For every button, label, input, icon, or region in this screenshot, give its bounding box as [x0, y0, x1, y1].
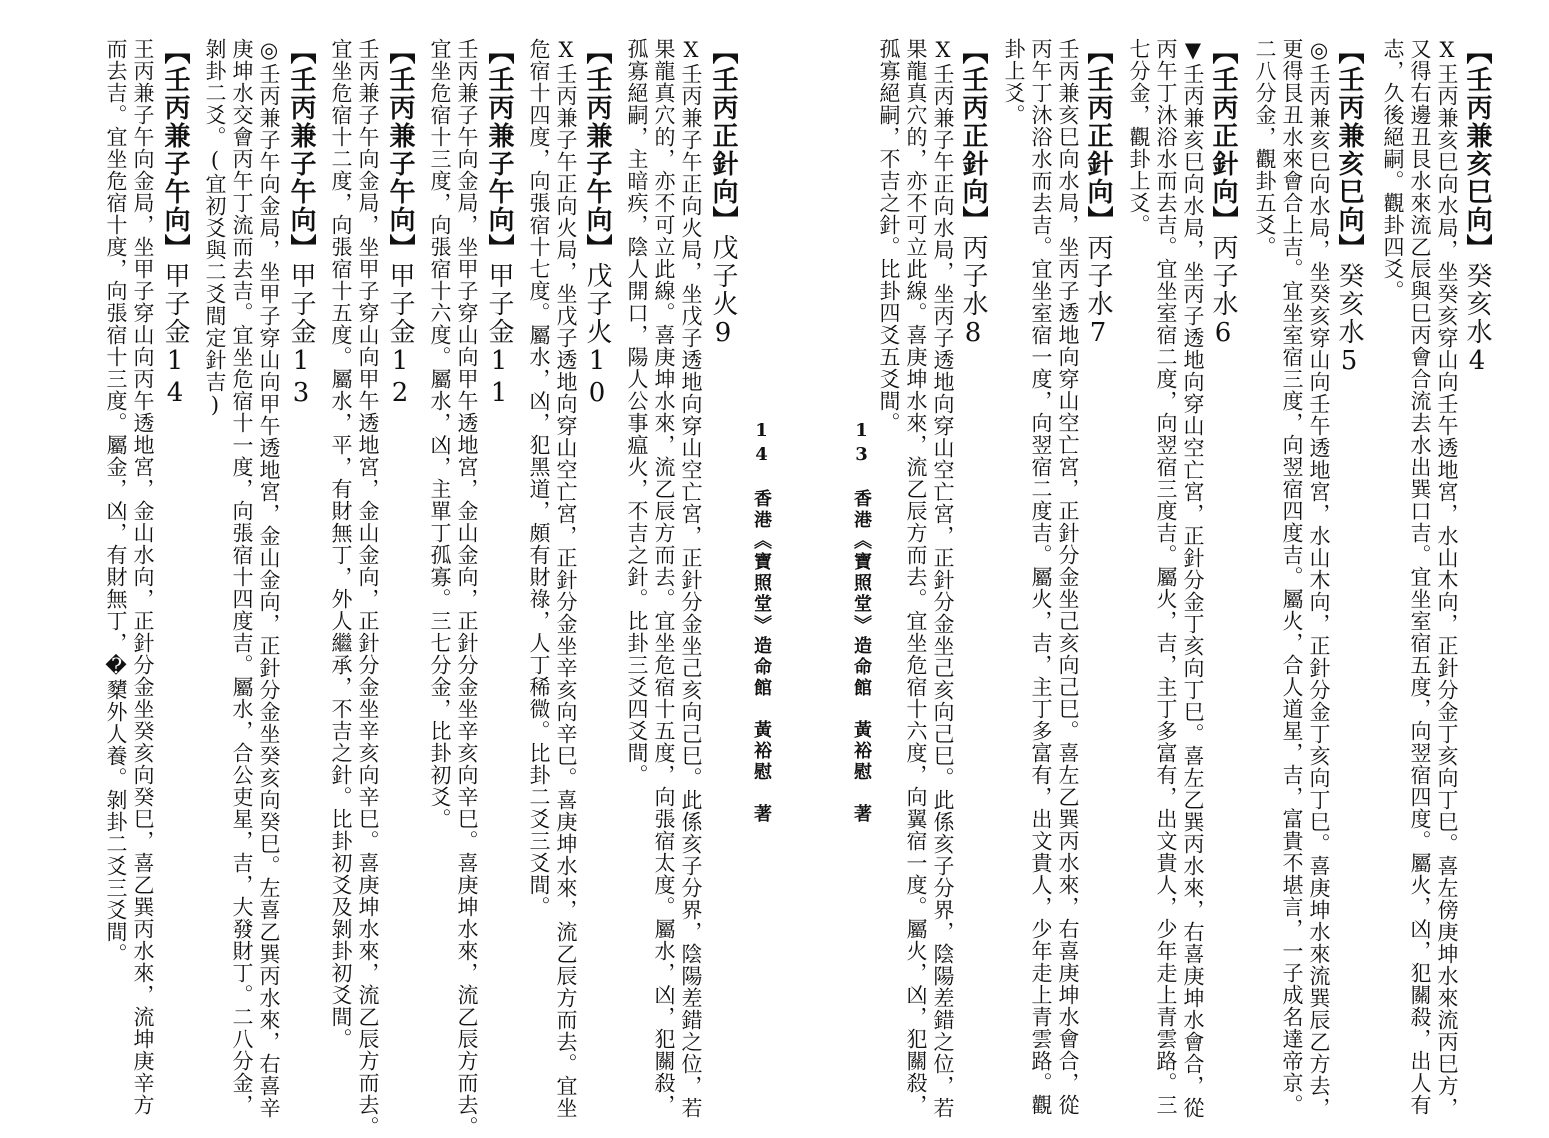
- text-line: 宜坐危宿十三度，向張宿十六度。屬水，凶，主單丁孤寡。三七分金，比卦初爻。: [428, 38, 452, 830]
- text-line: 而去吉。宜坐危宿十度，向張宿十三度。屬金，凶，有財無丁，�櫫外人養。剝卦二爻三爻間。: [104, 38, 128, 965]
- text-line: 更得艮丑水來會合上吉。宜坐室宿三度，向翌宿四度吉。屬火，合人道星，吉，富貴不堪言，一子成名達帝京。: [1280, 38, 1304, 1116]
- text-line: 果龍真穴的，亦不可立此線。喜庚坤水來，流乙辰方而去。宜坐危宿十六度，向翼宿一度。屬火，凶，犯關殺，: [904, 38, 928, 1116]
- page-footer: [748, 420, 774, 825]
- section-heading: 【壬丙兼子午向】甲子金13: [286, 38, 316, 410]
- text-line: 七分金，觀卦上爻。: [1127, 38, 1151, 236]
- text-line: 丙午丁沐浴水而去吉。宜坐室宿一度，向翌宿二度吉。屬火，吉，主丁多富有，出文貴人，少年走上青雲路。觀: [1029, 38, 1053, 1116]
- section-heading: 【壬丙兼子午向】甲子金12: [385, 38, 415, 410]
- text-line: 丙午丁沐浴水而去吉。宜坐室宿二度，向翌宿三度吉。屬火，吉，主丁多富有，出文貴人，少年走上青雲路。三: [1154, 38, 1178, 1116]
- text-line: ◎壬丙兼亥巳向水局，坐癸亥穿山向壬午透地宮，水山木向，正針分金丁亥向丁巳。喜庚坤水來流巽辰乙方去，: [1307, 38, 1331, 1119]
- section-heading: 【壬丙正針向】丙子水6: [1208, 38, 1238, 350]
- text-line: 剝卦二爻。(宜初爻與二爻間定針吉): [203, 38, 227, 418]
- footer-credit: 香港《寶照堂》造命館 黃裕慰 著: [851, 489, 872, 825]
- text-line: 宜坐危宿十二度，向張宿十五度。屬水，平，有財無丁，外人繼承，不吉之針。比卦初爻及剝卦初爻間。: [329, 38, 353, 1050]
- section-heading: 【壬丙正針向】丙子水7: [1083, 38, 1113, 350]
- text-line: 壬丙兼子午向金局，坐甲子穿山向甲午透地宮，金山金向，正針分金坐辛亥向辛巳。喜庚坤水來，流乙辰方而去。: [356, 38, 380, 1138]
- section-heading: 【壬丙正針向】戊子火9: [708, 38, 738, 350]
- text-line: X壬丙兼子午正向火局，坐戊子透地向穿山空亡宮，正針分金坐己亥向己巳。此係亥子分界，陰陽差錯之位，若: [679, 38, 703, 1119]
- text-line: 孤寡絕嗣，主暗疾，陰人開口，陽人公事瘟火，不吉之針。比卦三爻四爻間。: [625, 38, 649, 786]
- text-line: 庚坤水交會丙午丁流而去吉。宜坐危宿十一度，向張宿十四度吉。屬水，合公吏星，吉，大發財丁。二八分金，: [230, 38, 254, 1116]
- text-line: 又得右邊丑艮水來流乙辰與巳丙會合流去水出巽口吉。宜坐室宿五度，向翌宿四度。屬火，凶，犯關殺，出人有: [1408, 38, 1432, 1116]
- section-heading: 【壬丙兼亥巳向】癸亥水4: [1462, 38, 1492, 378]
- text-line: ▼壬丙兼亥巳向水局，坐丙子透地向穿山空亡宮，正針分金丁亥向丁巳。喜左乙巽丙水來，右喜庚坤水會合，從: [1181, 38, 1205, 1119]
- text-line: 志，久後絕嗣。觀卦四爻。: [1381, 38, 1405, 302]
- text-line: 孤寡絕嗣，不吉之針。比卦四爻五爻間。: [877, 38, 901, 434]
- text-line: 壬丙兼亥巳向水局，坐丙子透地向穿山空亡宮，正針分金坐己亥向己巳。喜左乙巽丙水來，右喜庚坤水會合，從: [1056, 38, 1080, 1116]
- text-line: X王丙兼亥巳向水局，坐癸亥穿山向壬午透地宮，水山木向，正針分金丁亥向丁巳。喜左傍庚坤水來流丙巳方，: [1435, 38, 1459, 1119]
- text-line: 壬丙兼子午向金局，坐甲子穿山向甲午透地宮，金山金向，正針分金坐辛亥向辛巳。喜庚坤水來，流乙辰方而去。: [455, 38, 479, 1138]
- text-line: X壬丙兼子午正向水局，坐丙子透地向穿山空亡宮，正針分金坐己亥向己巳。此係亥子分界，陰陽差錯之位，若: [931, 38, 955, 1119]
- text-line: 王丙兼子午向金局，坐甲子穿山向丙午透地宮，金山水向，正針分金坐癸亥向癸巳，喜乙巽丙水來，流坤庚辛方: [131, 38, 155, 1116]
- section-heading: 【壬丙兼亥巳向】癸亥水5: [1334, 38, 1364, 378]
- page-footer: [848, 420, 874, 825]
- section-heading: 【壬丙兼子午向】戊子火10: [582, 38, 612, 410]
- footer-credit: 香港《寶照堂》造命館 黃裕慰 著: [751, 489, 772, 825]
- text-line: ◎壬丙兼子午向金局，坐甲子穿山向甲午透地宮，金山金向，正針分金坐癸亥向癸巳。左喜乙巽丙水來，右喜辛: [257, 38, 281, 1119]
- text-line: 危宿十四度，向張宿十七度。屬水，凶，犯黑道，頗有財祿，人丁稀微。比卦二爻三爻間。: [527, 38, 551, 918]
- text-line: 二八分金，觀卦五爻。: [1253, 38, 1277, 258]
- text-line: 果龍真穴的，亦不可立此線。喜庚坤水來，流乙辰方而去。宜坐危宿十五度，向張宿太度。屬水，凶，犯關殺，: [652, 38, 676, 1116]
- page-number: 13: [851, 420, 872, 468]
- section-heading: 【壬丙兼子午向】甲子金11: [484, 38, 514, 410]
- section-heading: 【壬丙正針向】丙子水8: [958, 38, 988, 350]
- text-line: X壬丙兼子午正向火局，坐戊子透地向穿山空亡宮，正針分金坐辛亥向辛巳。喜庚坤水來，流乙辰方而去。宜坐: [554, 38, 578, 1119]
- text-line: 卦上爻。: [1002, 38, 1026, 126]
- page-number: 14: [751, 420, 772, 468]
- section-heading: 【壬丙兼子午向】甲子金14: [160, 38, 190, 410]
